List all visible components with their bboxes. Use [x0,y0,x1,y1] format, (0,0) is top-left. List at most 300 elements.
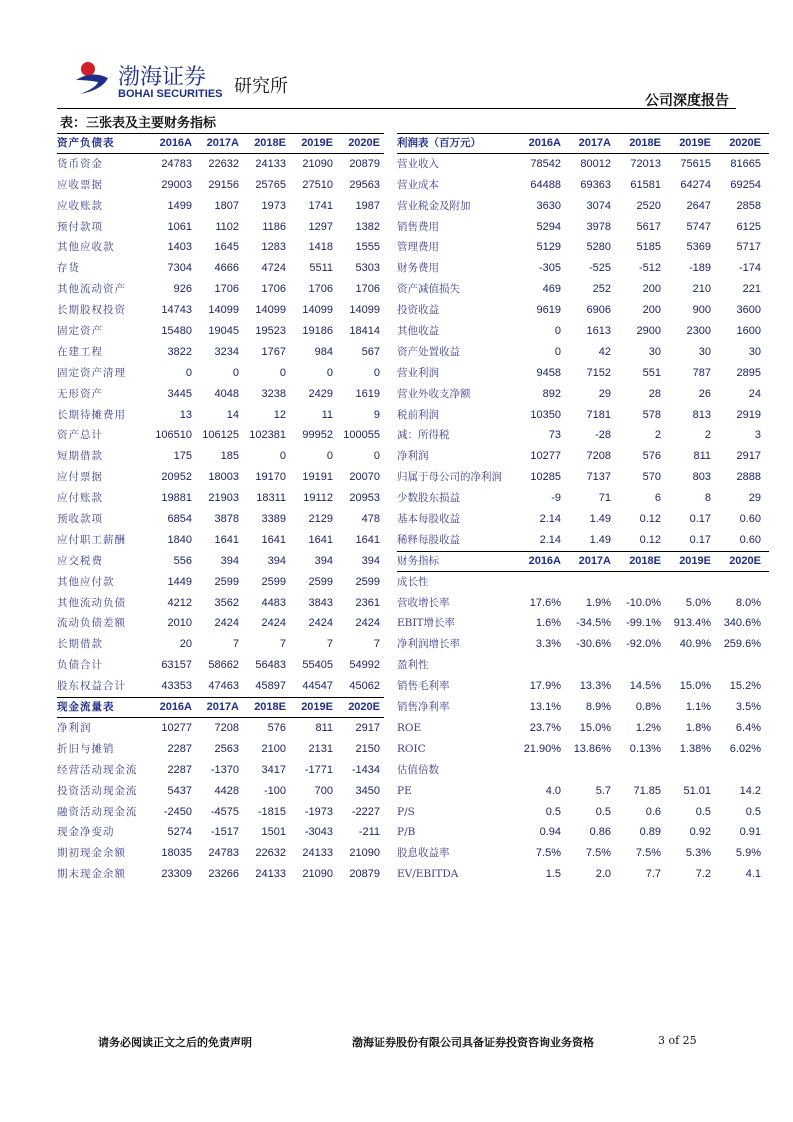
table-row [57,154,384,175]
year-header: 2019E [679,554,711,567]
cell-value: 7.5% [635,847,661,860]
table-row [57,613,384,634]
cell-value: 69363 [580,178,611,191]
table-row [397,676,769,697]
cell-value: 47463 [208,680,239,693]
row-label: 融资活动现金流 [57,805,138,818]
cell-value: 7 [279,638,286,651]
bohai-logo-icon [72,60,112,98]
row-label: 净利润 [57,721,92,734]
institute-label: 研究所 [234,76,288,96]
cell-value: 2520 [636,199,661,212]
cell-value: 0 [279,366,286,379]
cell-value: 30 [648,345,661,358]
table-row [57,739,384,760]
cell-value: 5617 [636,220,661,233]
cell-value: 7304 [167,262,192,275]
cell-value: 5303 [355,262,380,275]
cell-value: 984 [314,345,333,358]
cell-value: 1555 [355,241,380,254]
cell-value: 5.7 [595,784,611,797]
cell-value: 7 [373,638,380,651]
cell-value: 23309 [161,868,192,881]
cell-value: 0.6 [645,805,661,818]
cell-value: 1.49 [589,533,611,546]
cell-value: 4428 [214,784,239,797]
row-label: 现金流量表 [57,701,115,714]
cell-value: 913.4% [673,617,711,630]
cell-value: 1613 [586,325,611,338]
row-label: EV/EBITDA [397,868,459,881]
row-label: 营收增长率 [397,596,450,609]
table-row [397,321,769,342]
table-row [57,781,384,802]
cell-value: 10350 [530,408,561,421]
cell-value: 45897 [255,680,286,693]
table-row [397,488,769,509]
table-row [57,822,384,843]
cell-value: 3822 [167,345,192,358]
cell-value: 1499 [167,199,192,212]
cell-value: 2563 [214,742,239,755]
cell-value: 29156 [208,178,239,191]
row-label: 营业税金及附加 [397,199,471,212]
cell-value: 394 [361,554,380,567]
table-row [57,300,384,321]
row-label: 长期待摊费用 [57,408,126,421]
cell-value: 14.2 [739,784,761,797]
cell-value: 14 [226,408,239,421]
table-row [397,634,769,655]
row-label: 利润表（百万元） [397,137,481,149]
cell-value: 71 [598,492,611,505]
cell-value: 700 [314,784,333,797]
cell-value: 4724 [261,262,286,275]
cell-value: -34.5% [576,617,611,630]
cell-value: -174 [738,262,761,275]
cell-value: -10.0% [626,596,661,609]
table-row [57,509,384,530]
cell-value: 1.9% [585,596,611,609]
cell-value: 394 [314,554,333,567]
row-label: 预收款项 [57,513,103,526]
table-row [57,446,384,467]
year-header: 2018E [629,137,661,149]
cell-value: 73 [548,429,561,442]
cell-value: 63157 [161,659,192,672]
cell-value: 24133 [255,157,286,170]
table-row [397,530,769,551]
cell-value: 42 [598,345,611,358]
cell-value: 8 [704,492,711,505]
cell-value: 1840 [167,533,192,546]
cell-value: 58662 [208,659,239,672]
cell-value: 1297 [308,220,333,233]
cell-value: 2131 [308,742,333,755]
row-label: 投资收益 [397,304,439,317]
cell-value: 5437 [167,784,192,797]
row-label: 折旧与摊销 [57,742,115,755]
year-header: 2020E [348,701,380,714]
cell-value: 64488 [530,178,561,191]
cell-value: 2424 [214,617,239,630]
row-label: 预付款项 [57,220,103,233]
year-header: 2018E [254,137,286,149]
cell-value: -99.1% [626,617,661,630]
cell-value: 3630 [536,199,561,212]
row-label: ROE [397,721,422,734]
cell-value: 20 [179,638,192,651]
year-header: 2016A [159,701,192,714]
cell-value: 23266 [208,868,239,881]
table-row [397,384,769,405]
cell-value: 18003 [208,471,239,484]
cell-value: 813 [692,408,711,421]
table-row [57,217,384,238]
cell-value: 7.5% [535,847,561,860]
cell-value: 5369 [686,241,711,254]
cell-value: 23.7% [529,721,561,734]
table-row [397,864,769,885]
year-header: 2019E [301,701,333,714]
cell-value: 6.4% [735,721,761,734]
row-label: 期初现金余额 [57,847,126,860]
cell-value: 1449 [167,575,192,588]
table-header-row [57,133,384,154]
cell-value: 15480 [161,325,192,338]
cell-value: 7152 [586,366,611,379]
cell-value: 0 [326,450,333,463]
footer-qualification: 渤海证券股份有限公司具备证券投资咨询业务资格 [352,1036,594,1049]
cell-value: 43353 [161,680,192,693]
cell-value: 3562 [214,596,239,609]
cell-value: 2917 [736,450,761,463]
table-row [397,802,769,823]
cell-value: 469 [542,283,561,296]
cell-value: -1973 [304,805,333,818]
cell-value: 19881 [161,492,192,505]
row-label: 销售毛利率 [397,680,450,693]
cell-value: 20879 [349,157,380,170]
cell-value: 0.13% [629,742,661,755]
row-label: 其他收益 [397,325,439,338]
row-label: 现金净变动 [57,826,115,839]
cell-value: 56483 [255,659,286,672]
cell-value: 10277 [530,450,561,463]
year-header: 2017A [206,701,239,714]
cell-value: 78542 [530,157,561,170]
cell-value: 1418 [308,241,333,254]
row-label: 应收票据 [57,178,103,191]
cell-value: 22632 [255,847,286,860]
cell-value: 19170 [255,471,286,484]
cell-value: 4483 [261,596,286,609]
table-row [57,530,384,551]
table-row [57,279,384,300]
cell-value: 0.8% [635,701,661,714]
cell-value: 3074 [586,199,611,212]
cell-value: 13.86% [573,742,611,755]
row-label: 股东权益合计 [57,680,126,693]
cell-value: 8.0% [735,596,761,609]
cell-value: 1.6% [535,617,561,630]
cell-value: 3389 [261,513,286,526]
cell-value: -1771 [304,763,333,776]
cell-value: 185 [220,450,239,463]
row-label: 其他流动负债 [57,596,126,609]
year-header: 2016A [528,137,561,149]
cell-value: -92.0% [626,638,661,651]
cell-value: 551 [642,366,661,379]
cell-value: 5.0% [685,596,711,609]
table-row [57,467,384,488]
cell-value: 9619 [536,304,561,317]
cell-value: 1706 [308,283,333,296]
cell-value: 100055 [343,429,380,442]
header-divider [57,108,736,109]
table-row [57,405,384,426]
cell-value: 15.0% [679,680,711,693]
cell-value: 7181 [586,408,611,421]
cell-value: 40.9% [679,638,711,651]
table-row [397,509,769,530]
cell-value: 13.1% [529,701,561,714]
cell-value: 24783 [208,847,239,860]
year-header: 2017A [578,137,611,149]
row-label: 营业收入 [397,157,439,170]
row-label: 营业利润 [397,366,439,379]
cell-value: 1186 [262,220,286,233]
table-row [57,843,384,864]
year-header: 2017A [578,554,611,567]
row-label: 净利润 [397,450,429,463]
cell-value: -525 [588,262,611,275]
table-row [397,781,769,802]
row-label: 投资活动现金流 [57,784,138,797]
cell-value: 0.60 [739,513,761,526]
row-label: 销售费用 [397,220,439,233]
cell-value: 61581 [630,178,661,191]
cell-value: 6125 [736,220,761,233]
cell-value: 10285 [530,471,561,484]
table-row [397,572,769,593]
cell-value: 24 [748,387,761,400]
table-row [397,613,769,634]
table-row [397,217,769,238]
row-label: P/B [397,826,416,839]
cell-value: 17.6% [529,596,561,609]
cell-value: -512 [638,262,661,275]
table-row [57,676,384,697]
cell-value: 75615 [680,157,711,170]
row-label: 资产处置收益 [397,345,460,358]
row-label: 负债合计 [57,659,103,672]
cell-value: 340.6% [723,617,761,630]
cell-value: 6854 [167,513,192,526]
cell-value: 3878 [214,513,239,526]
row-label: 短期借款 [57,450,103,463]
cell-value: 3445 [167,387,192,400]
row-label: 财务费用 [397,262,439,275]
row-label: 资产负债表 [57,137,115,149]
cell-value: 1767 [261,345,286,358]
cell-value: -100 [263,784,286,797]
cell-value: 1973 [261,199,286,212]
cell-value: 1706 [214,283,239,296]
cell-value: -30.6% [576,638,611,651]
cell-value: 1641 [261,533,286,546]
row-label: 应付账款 [57,492,103,505]
table-row [397,237,769,258]
row-label: 归属于母公司的净利润 [397,471,502,484]
row-label: 货币资金 [57,157,103,170]
cell-value: 3843 [308,596,333,609]
year-header: 2017A [206,137,239,149]
cell-value: 221 [742,283,761,296]
cell-value: 19112 [303,492,333,505]
table-row [397,822,769,843]
table-row [397,279,769,300]
row-label: 其他应付款 [57,575,115,588]
cell-value: 7208 [586,450,611,463]
cell-value: 14099 [255,304,286,317]
cell-value: 21090 [349,847,380,860]
cell-value: 1.1% [685,701,711,714]
cell-value: 18311 [256,492,286,505]
cell-value: 0 [326,366,333,379]
cell-value: 30 [748,345,761,358]
cell-value: 1061 [167,220,192,233]
table-row [57,384,384,405]
table-row [397,446,769,467]
cell-value: 14099 [208,304,239,317]
cell-value: 71.85 [633,784,661,797]
cell-value: 2150 [355,742,380,755]
table-title: 表：三张表及主要财务指标 [60,116,217,131]
cell-value: 0.86 [589,826,611,839]
table-row [57,175,384,196]
cell-value: 252 [592,283,611,296]
cell-value: 811 [315,721,333,734]
cell-value: 10277 [161,721,192,734]
cell-value: 21090 [302,868,333,881]
cell-value: 22632 [208,157,239,170]
cell-value: 0.91 [739,826,761,839]
table-row [397,154,769,175]
table-row [57,425,384,446]
cell-value: 0 [554,345,561,358]
cell-value: 106125 [202,429,239,442]
table-row [397,467,769,488]
row-label: 营业成本 [397,178,439,191]
cell-value: 3238 [261,387,286,400]
table-row [397,843,769,864]
cell-value: 5294 [536,220,561,233]
cell-value: 1706 [261,283,286,296]
cell-value: 900 [692,304,711,317]
table-row [57,196,384,217]
cell-value: -1434 [351,763,380,776]
cell-value: 102381 [249,429,286,442]
cell-value: 2287 [167,742,192,755]
row-label: 成长性 [397,575,429,588]
year-header: 2016A [528,554,561,567]
cell-value: 3.5% [735,701,761,714]
row-label: 营业外收支净额 [397,387,471,400]
row-label: EBIT增长率 [397,617,456,630]
cell-value: 8.9% [585,701,611,714]
cell-value: 2895 [736,366,761,379]
cell-value: 4212 [167,596,192,609]
cell-value: 2599 [308,575,333,588]
table-row [397,300,769,321]
cell-value: 11 [321,408,333,421]
cell-value: 570 [642,471,661,484]
cell-value: 81665 [730,157,761,170]
cell-value: 0.94 [539,826,561,839]
cell-value: 51.01 [683,784,711,797]
cell-value: 3417 [261,763,286,776]
cell-value: 3234 [214,345,239,358]
cell-value: 14099 [302,304,333,317]
cell-value: 29563 [349,178,380,191]
cell-value: 5185 [636,241,661,254]
cell-value: 2 [704,429,711,442]
cell-value: -2227 [351,805,380,818]
table-row [397,697,769,718]
cell-value: 3600 [736,304,761,317]
table-row [57,342,384,363]
cell-value: 200 [642,304,661,317]
row-label: 净利润增长率 [397,638,460,651]
cell-value: 2100 [261,742,286,755]
cell-value: 2287 [167,763,192,776]
cell-value: 106510 [155,429,192,442]
cell-value: -1370 [210,763,239,776]
cell-value: 1501 [261,826,286,839]
cell-value: 1.38% [679,742,711,755]
cell-value: 1.5 [545,868,561,881]
table-row [57,258,384,279]
cell-value: 18035 [161,847,192,860]
cell-value: 1641 [214,533,239,546]
cell-value: 19186 [302,325,333,338]
cell-value: 3450 [355,784,380,797]
table-row [57,864,384,885]
row-label: 在建工程 [57,345,103,358]
row-label: 税前利润 [397,408,439,421]
row-label: 应付职工薪酬 [57,533,126,546]
cell-value: 175 [173,450,192,463]
cell-value: 72013 [630,157,661,170]
cell-value: 0.92 [689,826,711,839]
cell-value: -189 [688,262,711,275]
row-label: 其他流动资产 [57,283,126,296]
row-label: ROIC [397,742,426,755]
table-row [397,593,769,614]
cell-value: 3.3% [535,638,561,651]
cell-value: 6.02% [729,742,761,755]
table-row [57,551,384,572]
cell-value: 1102 [215,220,239,233]
cell-value: 5280 [586,241,611,254]
cell-value: 200 [642,283,661,296]
page-number: 3 of 25 [658,1034,697,1047]
cell-value: 5747 [686,220,711,233]
cell-value: 2010 [167,617,192,630]
cell-value: 21903 [208,492,239,505]
cell-value: 259.6% [723,638,761,651]
